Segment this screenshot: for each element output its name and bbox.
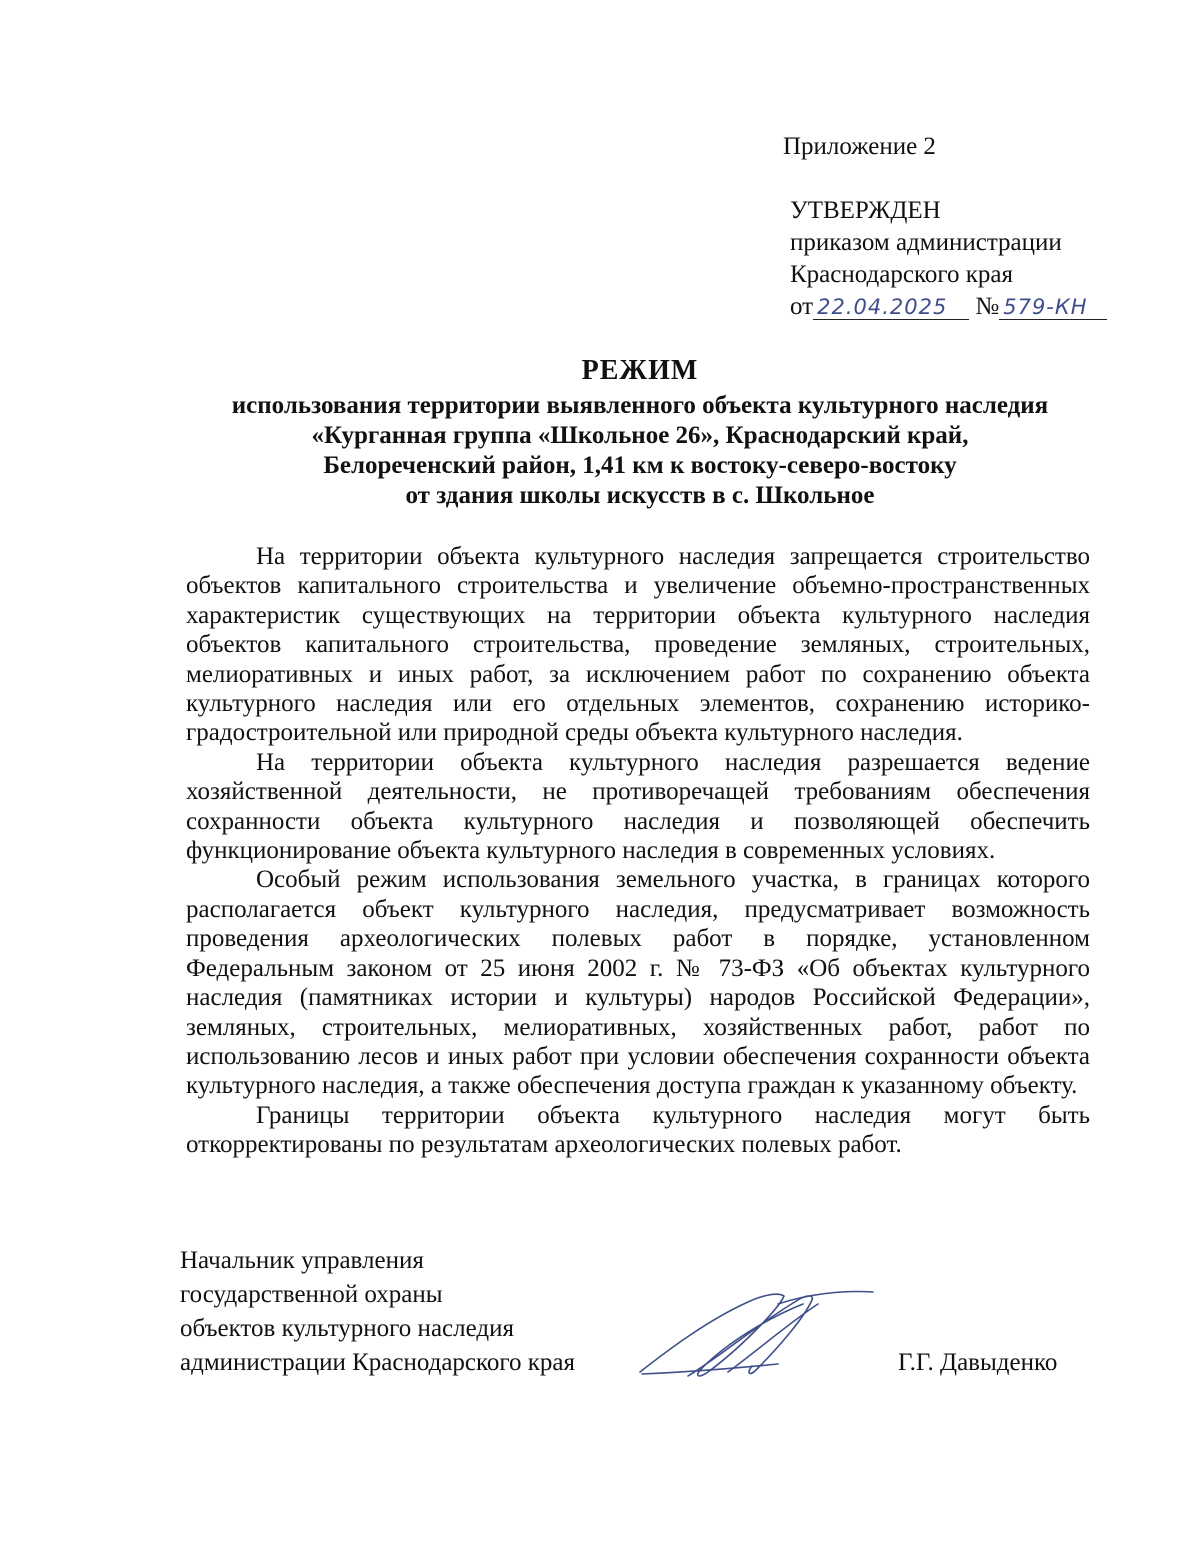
document-title — [180, 353, 1100, 511]
paragraph: На территории объекта культурного наследия запрещается строительство объектов капитального строительства и увеличение объемно-пространственных характеристик существующих на территории объекта культурного наследия объектов капитального строительства, проведение земляных, строительных, мелиоративных и иных работ, за исключением работ по сохранению объекта культурного наследия или его отдельных элементов, сохранению историко-градостроительной или природной среды объекта культурного наследия. — [186, 543, 1090, 747]
signer-position-line: государственной охраны — [180, 1281, 443, 1308]
approval-line: УТВЕРЖДЕН — [790, 197, 941, 224]
approval-date-row — [790, 291, 1107, 323]
handwritten-number: 579-КН — [999, 295, 1107, 320]
approval-block — [790, 195, 1107, 323]
paragraph: На территории объекта культурного наследия разрешается ведение хозяйственной деятельности, не противоречащей требованиям обеспечения сохранности объекта культурного наследия и позволяющей обеспечить функционирование объекта культурного наследия в современных условиях. — [186, 748, 1090, 865]
signer-position-line: Начальник управления — [180, 1247, 424, 1274]
approval-line: Краснодарского края — [790, 261, 1013, 288]
title-line: Белореченский район, 1,41 км к востоку-северо-востоку — [323, 452, 957, 479]
title-subtitle — [180, 391, 1100, 511]
date-prefix: от — [790, 293, 814, 320]
signer-position-line: администрации Краснодарского края — [180, 1349, 576, 1376]
signer-position — [180, 1244, 575, 1380]
title-line: «Курганная группа «Школьное 26», Краснодарский край, — [311, 422, 969, 449]
title-line: использования территории выявленного объекта культурного наследия — [231, 392, 1049, 419]
number-sign: № — [975, 293, 1000, 320]
paragraph: Границы территории объекта культурного наследия могут быть откорректированы по результатам археологических полевых работ. — [186, 1101, 1090, 1159]
handwritten-signature — [628, 1280, 878, 1390]
title-main: РЕЖИМ — [581, 355, 699, 386]
signer-name: Г.Г. Давыденко — [898, 1349, 1058, 1376]
paragraph: Особый режим использования земельного участка, в границах которого располагается объект культурного наследия, предусматривает возможность проведения археологических полевых работ в порядке, установленном Федеральным законом от 25 июня 2002 г. № 73-ФЗ «Об объектах культурного наследия (памятниках истории и культуры) народов Российской Федерации», земляных, строительных, мелиоративных, хозяйственных работ, работ по использованию лесов и иных работ при условии обеспечения сохранности объекта культурного наследия, а также обеспечения доступа граждан к указанному объекту. — [186, 866, 1090, 1100]
approval-line: приказом администрации — [790, 229, 1062, 256]
signer-position-line: объектов культурного наследия — [180, 1315, 514, 1342]
title-line: от здания школы искусств в с. Школьное — [405, 482, 875, 509]
handwritten-date: 22.04.2025 — [813, 295, 969, 320]
appendix-label: Приложение 2 — [783, 133, 936, 160]
signature-icon — [628, 1280, 878, 1390]
body-text — [186, 542, 1090, 1160]
